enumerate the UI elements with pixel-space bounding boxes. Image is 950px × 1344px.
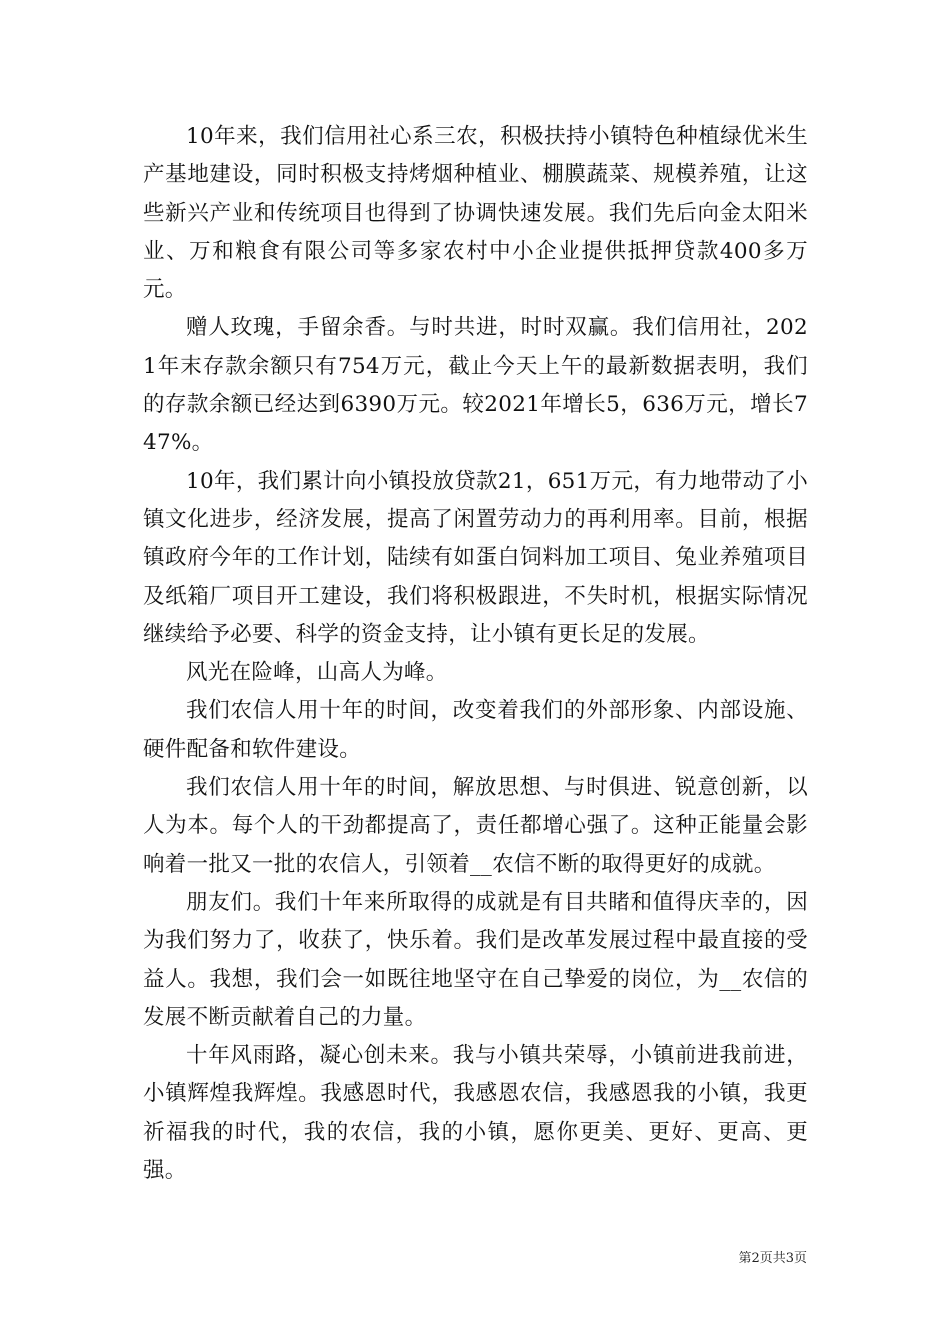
paragraph-3: 10年，我们累计向小镇投放贷款21，651万元，有力地带动了小镇文化进步，经济发展，提高了闲置劳动力的再利用率。目前，根据镇政府今年的工作计划，陆续有如蛋白饲料加工项目、兔业养殖项目及纸箱厂项目开工建设，我们将积极跟进，不失时机，根据实际情况继续给予必要、科学的资金支持，让小镇有更长足的发展。: [143, 468, 808, 647]
page-footer: [738, 1247, 807, 1266]
page-number-label: 第2页共3页: [738, 1251, 807, 1266]
paragraph-4: 风光在险峰，山高人为峰。: [186, 660, 448, 686]
paragraph-5: 我们农信人用十年的时间，改变着我们的外部形象、内部设施、硬件配备和软件建设。: [143, 698, 808, 762]
paragraph-8: 十年风雨路，凝心创未来。我与小镇共荣辱，小镇前进我前进，小镇辉煌我辉煌。我感恩时代，我感恩农信，我感恩我的小镇，我更祈福我的时代，我的农信，我的小镇，愿你更美、更好、更高、更强。: [143, 1043, 808, 1184]
paragraph-7: 朋友们。我们十年来所取得的成就是有目共睹和值得庆幸的，因为我们努力了，收获了，快乐着。我们是改革发展过程中最直接的受益人。我想，我们会一如既往地坚守在自己挚爱的岗位，为__农信的发展不断贡献着自己的力量。: [143, 889, 808, 1030]
paragraph-1: 10年来，我们信用社心系三农，积极扶持小镇特色种植绿优米生产基地建设，同时积极支持烤烟种植业、棚膜蔬菜、规模养殖，让这些新兴产业和传统项目也得到了协调快速发展。我们先后向金太阳米业、万和粮食有限公司等多家农村中小企业提供抵押贷款400多万元。: [143, 124, 808, 303]
document-body: [143, 118, 808, 1190]
paragraph-2: 赠人玫瑰，手留余香。与时共进，时时双赢。我们信用社，2021年末存款余额只有754万元，截止今天上午的最新数据表明，我们的存款余额已经达到6390万元。较2021年增长5，636万元，增长747%。: [143, 315, 808, 456]
paragraph-6: 我们农信人用十年的时间，解放思想、与时俱进、锐意创新，以人为本。每个人的干劲都提高了，责任都增心强了。这种正能量会影响着一批又一批的农信人，引领着__农信不断的取得更好的成就。: [143, 775, 808, 877]
